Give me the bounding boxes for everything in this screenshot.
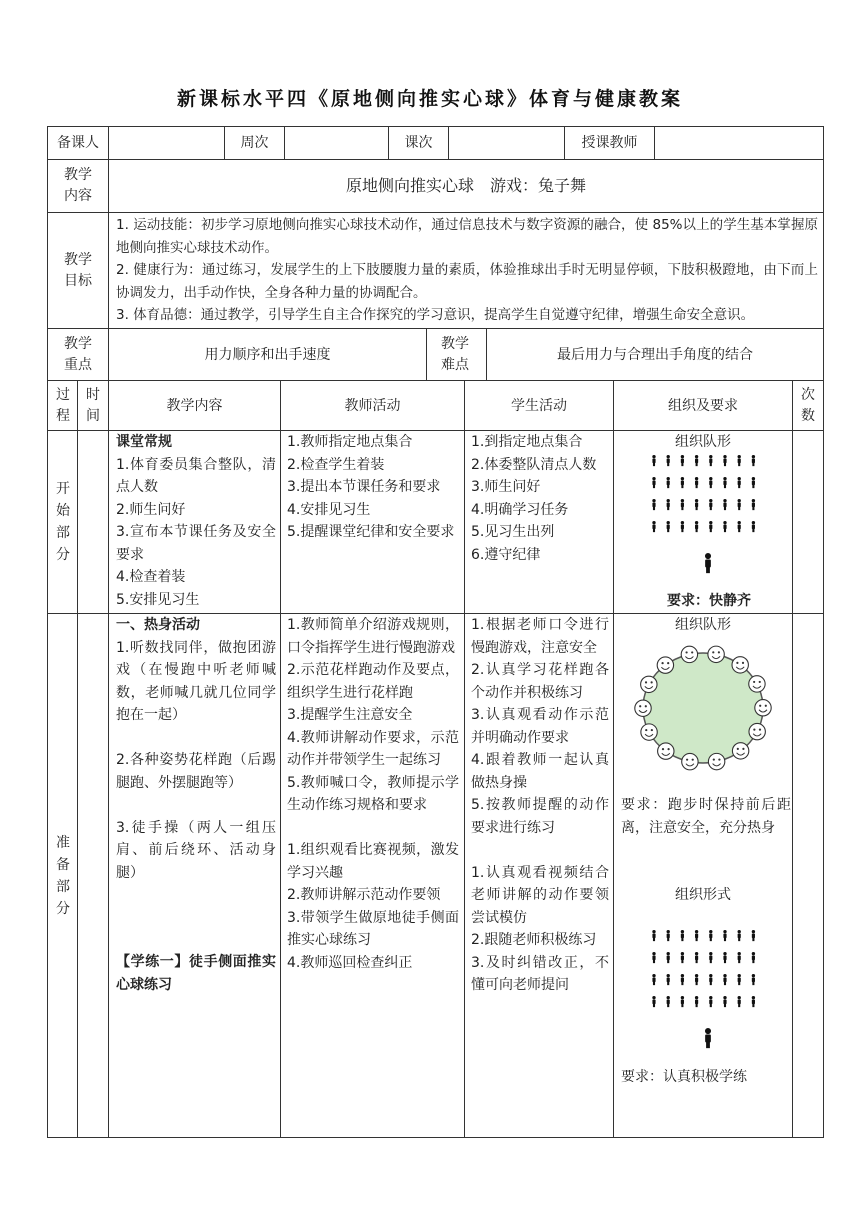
student-person-icon bbox=[667, 930, 670, 941]
student-item: 3.师生问好 bbox=[471, 479, 541, 495]
teacher-item: 4.教师巡回检查纠正 bbox=[287, 954, 413, 971]
start-org-title: 组织队形 bbox=[675, 434, 731, 450]
smiley-face-icon bbox=[708, 646, 724, 662]
page-title: 新课标水平四《原地侧向推实心球》体育与健康教案 bbox=[176, 88, 683, 110]
prep-label: 准备部分 bbox=[56, 834, 70, 917]
student-person-icon bbox=[681, 455, 684, 466]
student-person-icon bbox=[667, 521, 670, 532]
student-person-icon bbox=[695, 455, 698, 466]
student-person-icon bbox=[723, 455, 726, 466]
student-person-icon bbox=[709, 952, 712, 963]
student-item: 5.见习生出列 bbox=[471, 524, 555, 540]
teacher-item: 2.示范花样跑动作及要点，组织学生进行花样跑 bbox=[287, 662, 459, 701]
preparer-value[interactable] bbox=[109, 127, 224, 159]
student-item: 2.跟随老师积极练习 bbox=[471, 932, 597, 948]
student-person-icon bbox=[752, 930, 755, 941]
routine-heading: 课堂常规 bbox=[116, 434, 172, 450]
content-item: 1.体育委员集合整队，清点人数 bbox=[116, 456, 276, 495]
content-value: 原地侧向推实心球 游戏：兔子舞 bbox=[345, 176, 586, 195]
smiley-face-icon bbox=[755, 700, 771, 716]
smiley-face-icon bbox=[732, 743, 748, 759]
student-item: 4.明确学习任务 bbox=[471, 501, 569, 518]
teacher-item: 5.提醒课堂纪律和安全要求 bbox=[287, 524, 455, 540]
teacher-item: 5.教师喊口令，教师提示学生动作练习规格和要求 bbox=[287, 774, 459, 813]
difficulty-label: 教学难点 bbox=[441, 335, 469, 373]
start-formation-diagram bbox=[649, 455, 759, 581]
week-label: 周次 bbox=[240, 135, 269, 151]
student-person-icon bbox=[681, 974, 684, 985]
lesson-value[interactable] bbox=[449, 127, 564, 159]
prep-content bbox=[116, 614, 276, 884]
student-person-icon bbox=[738, 996, 741, 1007]
student-person-icon bbox=[652, 477, 655, 488]
student-person-icon bbox=[709, 521, 712, 532]
student-item: 6.遵守纪律 bbox=[471, 546, 541, 563]
teacher-item: 1.组织观看比赛视频，激发学习兴趣 bbox=[287, 842, 459, 881]
col-teacher: 教师活动 bbox=[344, 397, 401, 414]
student-item: 1.到指定地点集合 bbox=[471, 434, 583, 450]
content-item: 1.听数找同伴，做抱团游戏（在慢跑中听老师喊数，老师喊几就几位同学抱在一起） bbox=[116, 639, 276, 723]
preparer-label: 备课人 bbox=[57, 135, 99, 151]
student-person-icon bbox=[681, 996, 684, 1007]
teacher-label: 授课教师 bbox=[581, 135, 638, 151]
student-person-icon bbox=[652, 952, 655, 963]
student-person-icon bbox=[738, 477, 741, 488]
student-person-icon bbox=[652, 930, 655, 941]
student-person-icon bbox=[681, 499, 684, 510]
student-item: 5.按教师提醒的动作要求进行练习 bbox=[471, 797, 609, 836]
student-person-icon bbox=[695, 996, 698, 1007]
student-person-icon bbox=[652, 499, 655, 510]
smiley-face-icon bbox=[641, 676, 657, 692]
week-value[interactable] bbox=[285, 127, 388, 159]
student-person-icon bbox=[752, 996, 755, 1007]
keypoint-label: 教学重点 bbox=[64, 335, 92, 373]
student-person-icon bbox=[709, 996, 712, 1007]
student-person-icons bbox=[652, 455, 755, 532]
student-person-icon bbox=[752, 499, 755, 510]
teacher-person-icon bbox=[705, 553, 711, 573]
student-item: 3.及时纠错改正，不懂可向老师提问 bbox=[471, 954, 609, 993]
smiley-face-icon bbox=[657, 657, 673, 673]
student-person-icon bbox=[709, 477, 712, 488]
teacher-item: 1.教师指定地点集合 bbox=[287, 434, 413, 450]
student-person-icon bbox=[667, 499, 670, 510]
student-person-icon bbox=[695, 477, 698, 488]
student-person-icon bbox=[723, 521, 726, 532]
teacher-person-icon bbox=[705, 1028, 711, 1048]
student-person-icon bbox=[723, 952, 726, 963]
student-person-icon bbox=[667, 477, 670, 488]
student-item: 2.认真学习花样跑各个动作并积极练习 bbox=[471, 662, 609, 701]
teacher-item: 1.教师简单介绍游戏规则，口令指挥学生进行慢跑游戏 bbox=[287, 617, 459, 656]
student-person-icon bbox=[681, 477, 684, 488]
teacher-item: 3.带领学生做原地徒手侧面推实心球练习 bbox=[287, 909, 459, 948]
start-content bbox=[116, 431, 276, 611]
student-person-icon bbox=[752, 477, 755, 488]
practice-heading: 【学练一】徒手侧面推实心球练习 bbox=[116, 954, 276, 993]
teacher-item: 3.提醒学生注意安全 bbox=[287, 707, 413, 723]
start-label: 开始部分 bbox=[56, 481, 70, 563]
lesson-label: 课次 bbox=[404, 135, 433, 151]
smiley-face-icon bbox=[658, 743, 674, 759]
student-person-icon bbox=[652, 996, 655, 1007]
student-person-icon bbox=[738, 521, 741, 532]
student-person-icon bbox=[695, 521, 698, 532]
col-process: 过程 bbox=[56, 386, 70, 424]
content-label: 教学内容 bbox=[64, 167, 92, 204]
col-org: 组织及要求 bbox=[668, 397, 738, 414]
student-person-icon bbox=[738, 952, 741, 963]
student-person-icons bbox=[652, 930, 755, 1007]
student-person-icon bbox=[723, 499, 726, 510]
student-person-icon bbox=[752, 455, 755, 466]
student-person-icon bbox=[652, 455, 655, 466]
smiley-face-icon bbox=[749, 676, 765, 692]
student-person-icon bbox=[752, 521, 755, 532]
student-person-icon bbox=[709, 455, 712, 466]
prep-org-requirement-2: 要求：认真积极学练 bbox=[621, 1069, 747, 1085]
content-item: 2.各种姿势花样跑（后踢腿跑、外摆腿跑等） bbox=[116, 752, 276, 791]
smiley-face-icon bbox=[749, 723, 765, 739]
start-teacher bbox=[287, 431, 459, 544]
student-person-icon bbox=[695, 952, 698, 963]
student-person-icon bbox=[723, 930, 726, 941]
col-time: 时间 bbox=[86, 386, 100, 424]
teacher-item: 2.教师讲解示范动作要领 bbox=[287, 887, 441, 903]
student-person-icon bbox=[738, 974, 741, 985]
smiley-face-icon bbox=[641, 724, 657, 740]
student-item: 2.体委整队清点人数 bbox=[471, 456, 597, 473]
objectives-list bbox=[116, 214, 818, 327]
objective-item: 3. 体育品德：通过教学，引导学生自主合作探究的学习意识，提高学生自觉遵守纪律，增强生命安全意识。 bbox=[116, 307, 755, 324]
student-person-icon bbox=[652, 521, 655, 532]
teacher-person-icon bbox=[705, 553, 711, 573]
student-person-icon bbox=[738, 930, 741, 941]
student-person-icon bbox=[681, 952, 684, 963]
student-person-icon bbox=[667, 996, 670, 1007]
smiley-face-icon bbox=[635, 700, 651, 716]
student-person-icon bbox=[695, 499, 698, 510]
difficulty-value: 最后用力与合理出手角度的结合 bbox=[557, 346, 753, 363]
start-org-requirement: 要求：快静齐 bbox=[667, 593, 751, 609]
student-person-icon bbox=[667, 974, 670, 985]
student-person-icon bbox=[738, 455, 741, 466]
content-item: 2.师生问好 bbox=[116, 501, 186, 518]
content-item: 4.检查着装 bbox=[116, 569, 186, 585]
smiley-face-icon bbox=[682, 753, 698, 769]
prep-teacher bbox=[287, 614, 459, 974]
student-person-icon bbox=[667, 952, 670, 963]
student-person-icon bbox=[723, 974, 726, 985]
teacher-item: 4.教师讲解动作要求，示范动作并带领学生一起练习 bbox=[287, 729, 459, 768]
student-person-icon bbox=[681, 930, 684, 941]
prep-org-title-2: 组织形式 bbox=[675, 887, 731, 903]
smiley-face-icon bbox=[681, 646, 697, 662]
student-person-icon bbox=[738, 499, 741, 510]
content-item: 3.徒手操（两人一组压肩、前后绕环、活动身腿） bbox=[116, 819, 276, 881]
teacher-item: 2.检查学生着装 bbox=[287, 456, 385, 473]
smiley-face-icon bbox=[732, 657, 748, 673]
col-content: 教学内容 bbox=[166, 397, 223, 414]
student-person-icon bbox=[681, 521, 684, 532]
smiley-face-icon bbox=[708, 753, 724, 769]
practice-formation-diagram bbox=[649, 930, 759, 1056]
student-item: 1.认真观看视频结合老师讲解的动作要领尝试模仿 bbox=[471, 864, 609, 926]
col-count: 次数 bbox=[801, 386, 815, 424]
objective-item: 2. 健康行为：通过练习，发展学生的上下肢腰腹力量的素质，体验推球出手时无明显停顿，下肢积极蹬地，由下而上协调发力，出手动作快，全身各种力量的协调配合。 bbox=[116, 262, 818, 301]
student-person-icon bbox=[709, 930, 712, 941]
student-person-icon bbox=[752, 952, 755, 963]
teacher-value[interactable] bbox=[655, 127, 823, 159]
prep-org-title-1: 组织队形 bbox=[675, 617, 731, 633]
keypoint-value: 用力顺序和出手速度 bbox=[204, 346, 331, 363]
student-person-icon bbox=[667, 455, 670, 466]
student-person-icon bbox=[723, 477, 726, 488]
circle-formation-diagram bbox=[630, 640, 780, 780]
student-item: 1.根据老师口令进行慢跑游戏，注意安全 bbox=[471, 617, 609, 656]
student-item: 4.跟着教师一起认真做热身操 bbox=[471, 752, 609, 791]
col-student: 学生活动 bbox=[511, 397, 567, 414]
content-item: 3.宣布本节课任务及安全要求 bbox=[116, 524, 276, 563]
warmup-heading: 一、热身活动 bbox=[116, 617, 200, 633]
student-person-icon bbox=[695, 974, 698, 985]
prep-org-requirement-1: 要求：跑步时保持前后距离，注意安全，充分热身 bbox=[621, 797, 791, 836]
teacher-item: 4.安排见习生 bbox=[287, 501, 371, 518]
student-person-icon bbox=[695, 930, 698, 941]
start-student bbox=[471, 431, 611, 566]
student-person-icon bbox=[752, 974, 755, 985]
student-person-icon bbox=[709, 499, 712, 510]
content-item: 5.安排见习生 bbox=[116, 591, 200, 608]
objectives-label: 教学目标 bbox=[64, 251, 92, 289]
teacher-person-icon bbox=[705, 1028, 711, 1048]
student-person-icon bbox=[709, 974, 712, 985]
student-item: 3.认真观看动作示范并明确动作要求 bbox=[471, 707, 609, 746]
student-person-icon bbox=[723, 996, 726, 1007]
teacher-item: 3.提出本节课任务和要求 bbox=[287, 479, 441, 495]
objective-item: 1. 运动技能：初步学习原地侧向推实心球技术动作，通过信息技术与数字资源的融合，使 85%以上的学生基本掌握原地侧向推实心球技术动作。 bbox=[116, 217, 818, 256]
student-person-icon bbox=[652, 974, 655, 985]
prep-student bbox=[471, 614, 609, 997]
